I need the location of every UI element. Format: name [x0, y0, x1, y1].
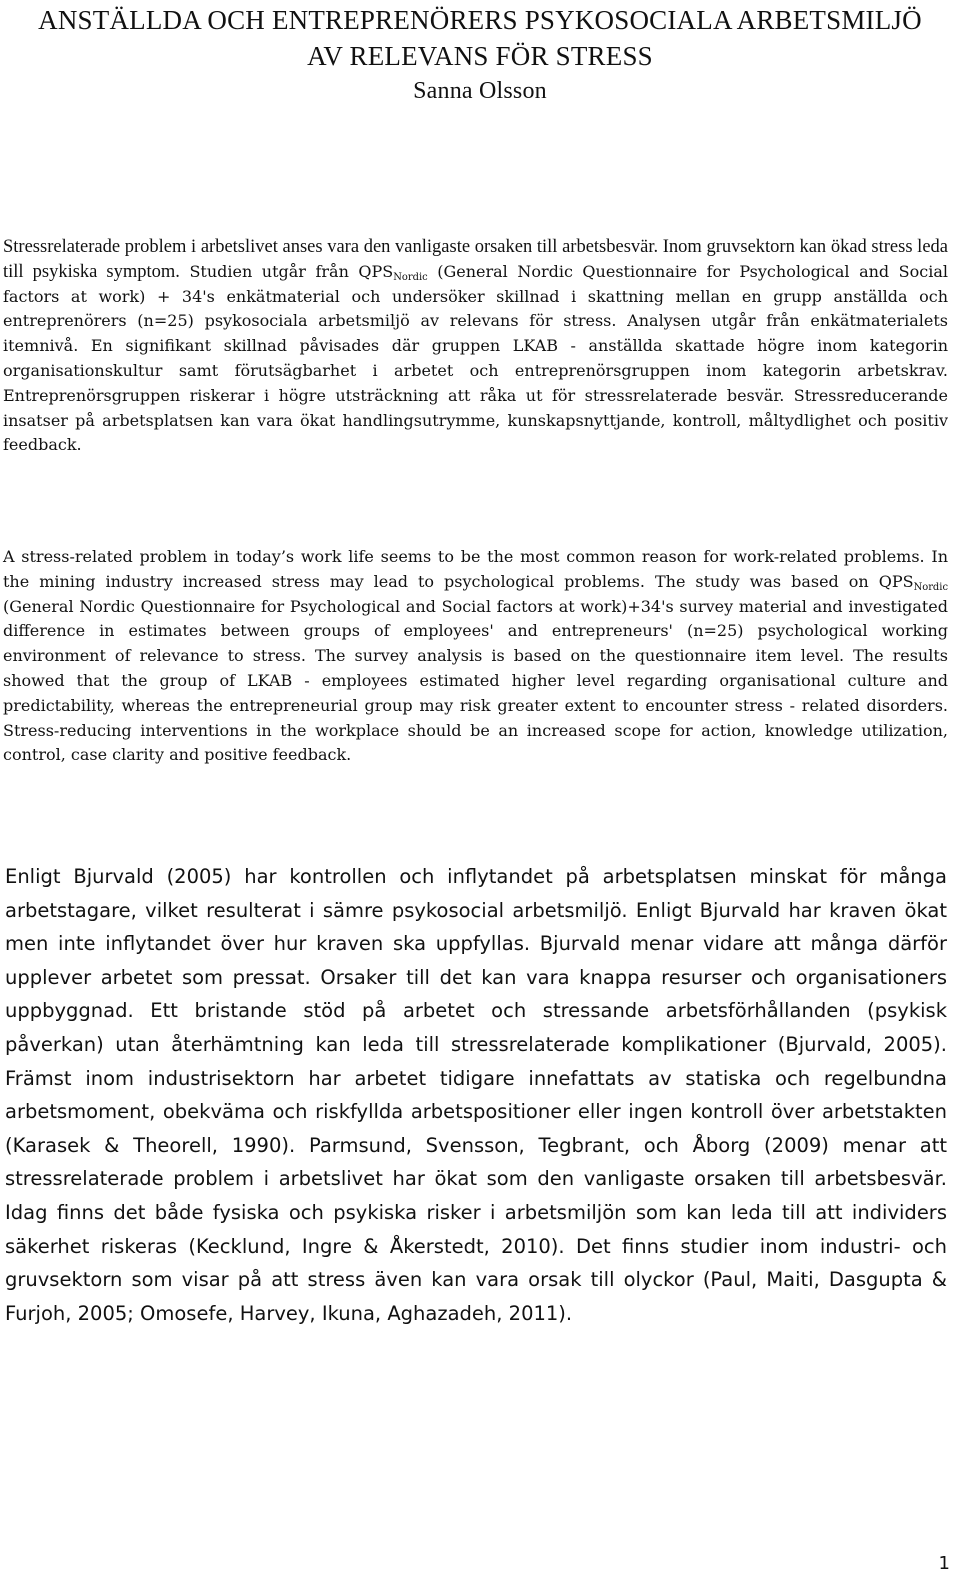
abstract-english-text-cont: (General Nordic Questionnaire for Psychological and Social factors at work)+34's survey material and investigated difference in estimates between groups of employees' and entrepreneurs' (n=25) psychological working environment of relevance to stress. The survey analysis is based on the questionnaire item level. The results showed that the group of LKAB - employees estimated higher level regarding organisational culture and predictability, whereas the entrepreneurial group may risk greater extent to encounter stress - related disorders. Stress-reducing interventions in the workplace should be an increased scope for action, knowledge utilization, control, case clarity and positive feedback. [3, 596, 948, 765]
abstract-english [3, 545, 948, 768]
body-paragraph: Enligt Bjurvald (2005) har kontrollen och inflytandet på arbetsplatsen minskat för många arbetstagare, vilket resulterat i sämre psykosocial arbetsmiljö. Enligt Bjurvald har kraven ökat men inte inflytandet över hur kraven ska uppfyllas. Bjurvald menar vidare att många därför upplever arbetet som pressat. Orsaker till det kan vara knappa resurser och organisationers uppbyggnad. Ett bristande stöd på arbetet och stressande arbetsförhållanden (psykisk påverkan) utan återhämtning kan leda till stressrelaterade komplikationer (Bjurvald, 2005). Främst inom industrisektorn har arbetet tidigare innefattats av statiska och regelbundna arbetsmoment, obekväma och riskfyllda arbetspositioner eller ingen kontroll över arbetstakten (Karasek & Theorell, 1990). Parmsund, Svensson, Tegbrant, och Åborg (2009) menar att stressrelaterade problem i arbetslivet har ökat som den vanligaste orsaken till arbetsbesvär. Idag finns det både fysiska och psykiska risker i arbetsmiljön som kan leda till att individers säkerhet riskeras (Kecklund, Ingre & Åkerstedt, 2010). Det finns studier inom industri- och gruvsektorn som visar på att stress även kan vara orsak till olyckor (Paul, Maiti, Dasgupta & Furjoh, 2005; Omosefe, Harvey, Ikuna, Aghazadeh, 2011). [5, 865, 947, 1325]
abstract-swedish-text: Studien utgår från QPS [179, 261, 394, 281]
abstract-english-text: A stress-related problem in today’s work life seems to be the most common reason for work-related problems. In the mining industry increased stress may lead to psychological problems. The study was based on QPS [3, 547, 948, 591]
qps-nordic-subscript: Nordic [393, 271, 428, 283]
abstract-swedish [3, 235, 948, 458]
document-title-line-2: AV RELEVANS FÖR STRESS [307, 41, 653, 71]
page-number: 1 [938, 1553, 950, 1574]
document-title-line-1: ANSTÄLLDA OCH ENTREPRENÖRERS PSYKOSOCIALA ARBETSMILJÖ [38, 5, 922, 35]
qps-nordic-subscript-en: Nordic [913, 581, 948, 593]
document-author: Sanna Olsson [413, 78, 547, 104]
abstract-swedish-text-cont: (General Nordic Questionnaire for Psychological and Social factors at work) + 34's enkätmaterial och undersöker skillnad i skattning mellan en grupp anställda och entreprenörers (n=25) psykosociala arbetsmiljö av relevans för stress. Analysen utgår från enkätmaterialets itemnivå. En signifikant skillnad påvisades där gruppen LKAB - anställda skattade högre inom kategorin organisationskultur samt förutsägbarhet i arbetet och entreprenörsgruppen inom kategorin arbetskrav. Entreprenörsgruppen riskerar i högre utsträckning att råka ut för stressrelaterade besvär. Stressreducerande insatser på arbetsplatsen kan vara ökat handlingsutrymme, kunskapsnyttjande, kontroll, måltydlighet och positiv feedback. [3, 261, 949, 455]
title-block [0, 2, 960, 108]
abstract-swedish-lead: Stressrelaterade problem i arbetslivet anses vara den vanligaste orsaken till arbetsbesvär. Inom gruvsektorn kan ökad stress leda till psykiska symptom. [3, 237, 948, 282]
